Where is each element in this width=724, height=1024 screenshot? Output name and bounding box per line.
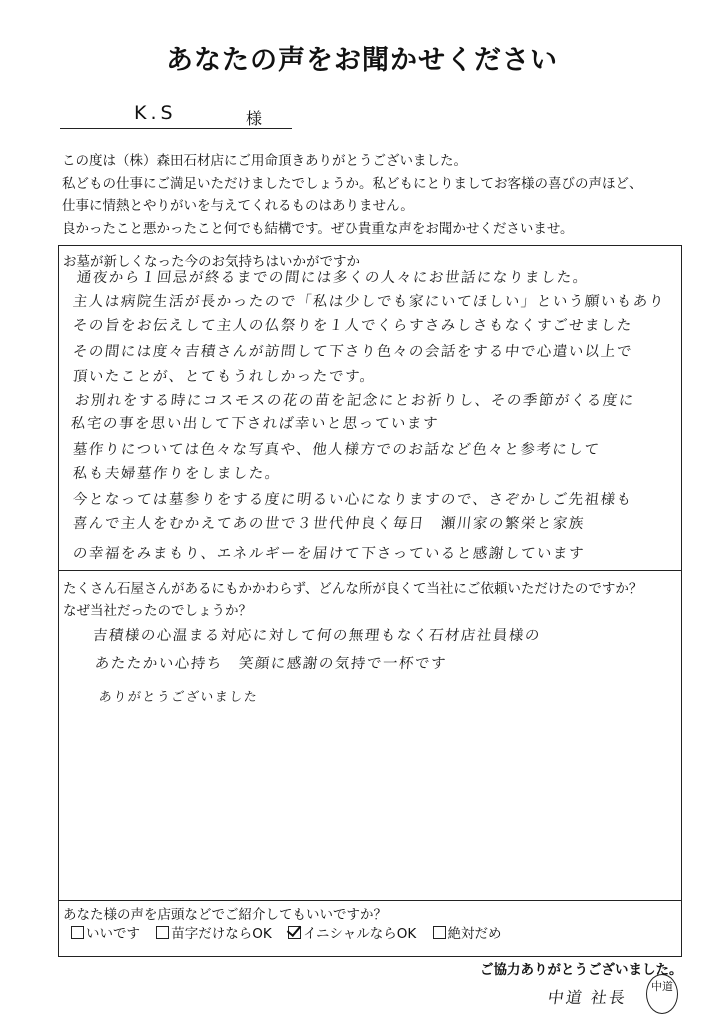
section-divider	[59, 570, 681, 571]
handwritten-answer-line: その旨をお伝えして主人の仏祭りを１人でくらすさみしさもなくすごせました	[72, 318, 634, 334]
handwritten-answer-line: の幸福をみまもり、エネルギーを届けて下さっていると感謝しています	[72, 546, 586, 562]
checkbox-ok[interactable]	[71, 926, 84, 939]
customer-name-line	[60, 102, 292, 129]
handwritten-answer-line: あたたかい心持ち 笑顔に感謝の気持で一杯です	[94, 656, 448, 672]
intro-line: 良かったこと悪かったこと何でも結構です。ぜひ貴重な声をお聞かせくださいませ。	[62, 220, 574, 237]
intro-text	[62, 150, 682, 240]
customer-name: K.S	[134, 102, 177, 124]
checkbox-surname-only[interactable]	[156, 926, 169, 939]
permission-options	[71, 922, 514, 942]
handwritten-answer-line: 私宅の事を思い出して下されば幸いと思っています	[70, 416, 440, 432]
handwritten-answer-line: お別れをする時にコスモスの花の苗を記念にとお祈りし、その季節がくる度に	[74, 393, 636, 409]
handwritten-answer-line: 私も夫婦墓作りをしました。	[72, 466, 282, 482]
handwritten-answer-line: 墓作りについては色々な写真や、他人様方でのお話など色々と参考にして	[72, 442, 602, 458]
customer-honorific: 様	[246, 109, 263, 128]
checkbox-initials-only[interactable]	[288, 926, 301, 939]
option-initials-only[interactable]	[288, 926, 416, 942]
option-ok[interactable]	[71, 926, 140, 942]
option-label: 絶対だめ	[447, 926, 502, 942]
handwritten-answer-line: その間には度々吉積さんが訪問して下さり色々の会話をする中で心遣い以上で	[72, 344, 634, 360]
checkbox-no[interactable]	[433, 926, 446, 939]
handwritten-answer-line: 頂いたことが、とてもうれしかったです。	[72, 369, 377, 385]
page-title: あなたの声をお聞かせください	[166, 45, 558, 76]
option-label: イニシャルならOK	[303, 926, 417, 942]
intro-line: 仕事に情熱とやりがいを与えてくれるものはありません。	[62, 198, 414, 214]
intro-line: 私どもの仕事にご満足いただけましたでしょうか。私どもにとりましてお客様の喜びの声ほど、	[62, 175, 643, 192]
handwritten-answer-line: 吉積様の心温まる対応に対して何の無理もなく石材店社員様の	[92, 628, 542, 644]
option-label: 苗字だけならOK	[171, 926, 272, 942]
handwritten-answer-line: ありがとうございました	[98, 690, 260, 705]
seal-stamp: 中道	[646, 974, 678, 1014]
question-feelings: お墓が新しくなった今のお気持ちはいかがですか	[63, 254, 360, 270]
thanks-message: ご協力ありがとうございました。	[480, 962, 683, 978]
question-permission: あなた様の声を店頭などでご紹介してもいいですか？	[63, 907, 387, 923]
handwritten-answer-line: 喜んで主人をむかえてあの世で３世代仲良く毎日 瀬川家の繁栄と家族	[72, 516, 586, 532]
handwritten-answer-line: 通夜から１回忌が終るまでの間には多くの人々にお世話になりました。	[76, 270, 590, 286]
handwritten-answer-line: 主人は病院生活が長かったので「私は少しでも家にいてほしい」という願いもあり	[72, 294, 666, 310]
option-no[interactable]	[433, 926, 502, 942]
question-reason-sub: なぜ当社だったのでしょうか？	[63, 603, 252, 619]
signature: 中道 社長	[546, 988, 629, 1007]
section-divider	[59, 900, 681, 901]
survey-box	[58, 245, 682, 957]
handwritten-answer-line: 今となっては墓参りをする度に明るい心になりますので、さぞかしご先祖様も	[72, 492, 634, 508]
option-surname-only[interactable]	[156, 926, 271, 942]
question-reason: たくさん石屋さんがあるにもかかわらず、どんな所が良くて当社にご依頼いただけたのですか？	[63, 581, 643, 597]
option-label: いいです	[86, 926, 140, 942]
intro-line: この度は（株）森田石材店にご用命頂きありがとうございました。	[62, 153, 467, 169]
